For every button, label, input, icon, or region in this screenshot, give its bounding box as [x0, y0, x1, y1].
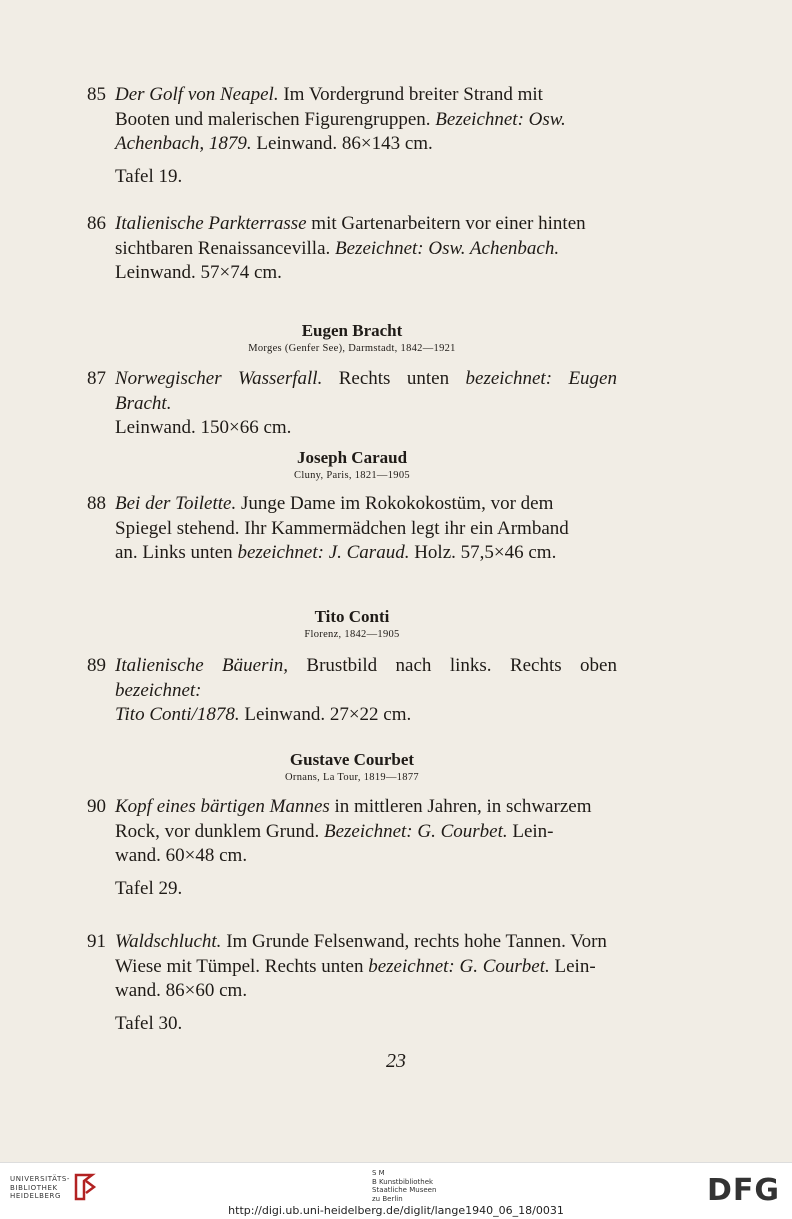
entry-number: 88 — [87, 493, 106, 514]
footer-text: B Kunstbibliothek — [372, 1177, 434, 1186]
entry-title: Bei der Toilette. — [115, 493, 237, 514]
artist-name: Joseph Caraud — [296, 448, 408, 467]
artist-heading — [87, 447, 617, 483]
entry-text: Im Vordergrund breiter Strand mit — [278, 84, 543, 105]
plate-reference: Tafel 30. — [115, 1012, 183, 1034]
entry-text: an. Links unten — [115, 542, 238, 563]
entry-signature: bezeichnet: Eugen Bracht. — [115, 368, 617, 414]
plate-reference: Tafel 19. — [115, 165, 183, 187]
entry-text: sichtbaren Renaissancevilla. — [115, 237, 336, 259]
entry-number: 85 — [87, 84, 106, 105]
university-library-label — [10, 1175, 70, 1201]
entry-text: Wiese mit Tümpel. Rechts unten — [115, 955, 369, 977]
entry-number: 87 — [87, 368, 106, 389]
artist-life: Ornans, La Tour, 1819—1877 — [285, 772, 419, 783]
entry-title: Waldschlucht. — [115, 931, 222, 952]
entry-text: Holz. 57,5×46 cm. — [409, 542, 557, 563]
footer-text: S M — [372, 1169, 385, 1177]
footer-text: BIBLIOTHEK — [10, 1183, 58, 1192]
artist-heading — [87, 606, 617, 642]
entry-text: Lein- — [549, 955, 596, 977]
entry-text: wand. 60×48 cm. — [115, 845, 248, 866]
artist-name: Eugen Bracht — [301, 321, 403, 340]
entry-text: mit Gartenarbeitern vor einer hinten — [306, 213, 586, 234]
entry-text: Leinwand. 86×143 cm. — [251, 133, 433, 154]
entry-signature: bezeichnet: J. Caraud. — [237, 542, 410, 563]
entry-text: Leinwand. 150×66 cm. — [115, 417, 292, 438]
catalog-entry-88 — [87, 492, 617, 566]
artist-heading — [87, 749, 617, 785]
entry-text: Junge Dame im Rokokokostüm, vor dem — [236, 493, 554, 514]
catalog-entry-90 — [87, 795, 617, 901]
entry-title: Italienische Bäuerin, — [115, 655, 289, 676]
artist-life: Florenz, 1842—1905 — [304, 629, 400, 640]
footer-text: HEIDELBERG — [10, 1192, 61, 1200]
entry-text: Rock, vor dunklem Grund. — [115, 820, 324, 842]
artist-heading — [87, 320, 617, 356]
dfg-logo: DFG — [706, 1173, 780, 1208]
page-number: 23 — [386, 1050, 406, 1072]
entry-text: Booten und malerischen Figurengruppen. — [115, 108, 436, 130]
artist-name: Gustave Courbet — [289, 750, 415, 769]
entry-number: 91 — [87, 931, 106, 952]
entry-signature: bezeichnet: — [115, 679, 202, 701]
artist-life: Cluny, Paris, 1821—1905 — [294, 470, 410, 481]
catalog-entry-87 — [87, 367, 617, 441]
entry-number: 86 — [87, 213, 106, 234]
entry-text: Rechts unten — [322, 368, 466, 389]
catalog-entry-86 — [87, 212, 617, 286]
digitization-footer — [0, 1162, 792, 1219]
footer-text: Staatliche Museen — [372, 1186, 437, 1194]
catalog-entry-85 — [87, 83, 617, 189]
entry-title: Der Golf von Neapel. — [115, 84, 279, 105]
museum-label — [372, 1169, 436, 1203]
entry-text: Leinwand. 27×22 cm. — [239, 704, 412, 725]
entry-title: Italienische Parkterrasse — [115, 213, 307, 234]
entry-text: Brustbild nach links. Rechts oben — [288, 655, 617, 676]
entry-text: in mittleren Jahren, in schwarzem — [329, 796, 592, 817]
university-logo-icon — [72, 1171, 98, 1203]
entry-signature: Bezeichnet: G. Courbet. — [323, 820, 508, 842]
entry-text: Lein- — [507, 820, 554, 842]
plate-reference: Tafel 29. — [115, 877, 183, 899]
entry-number: 90 — [87, 796, 106, 817]
entry-signature: Bezeichnet: Osw. Achenbach. — [335, 237, 560, 259]
artist-life: Morges (Genfer See), Darmstadt, 1842—1921 — [248, 343, 456, 354]
entry-text: Leinwand. 57×74 cm. — [115, 262, 282, 283]
permalink-url[interactable]: http://digi.ub.uni-heidelberg.de/diglit/lange1940_06_18/0031 — [228, 1204, 564, 1217]
entry-signature: bezeichnet: G. Courbet. — [368, 955, 550, 977]
artist-name: Tito Conti — [314, 607, 390, 626]
footer-text: UNIVERSITÄTS- — [10, 1175, 71, 1183]
entry-text: Spiegel stehend. Ihr Kammermädchen legt ihr ein Armband — [115, 517, 569, 539]
entry-number: 89 — [87, 655, 106, 676]
entry-title: Kopf eines bärtigen Mannes — [115, 796, 330, 817]
catalog-entry-89 — [87, 654, 617, 728]
catalog-entry-91 — [87, 930, 617, 1036]
entry-text: wand. 86×60 cm. — [115, 980, 248, 1001]
footer-text: zu Berlin — [372, 1194, 403, 1203]
entry-text: Im Grunde Felsenwand, rechts hohe Tannen. Vorn — [221, 931, 607, 952]
entry-signature: Bezeichnet: Osw. — [435, 108, 566, 130]
entry-signature: Achenbach, 1879. — [115, 133, 252, 154]
entry-title: Norwegischer Wasserfall. — [115, 368, 323, 389]
entry-signature: Tito Conti/1878. — [115, 704, 240, 725]
